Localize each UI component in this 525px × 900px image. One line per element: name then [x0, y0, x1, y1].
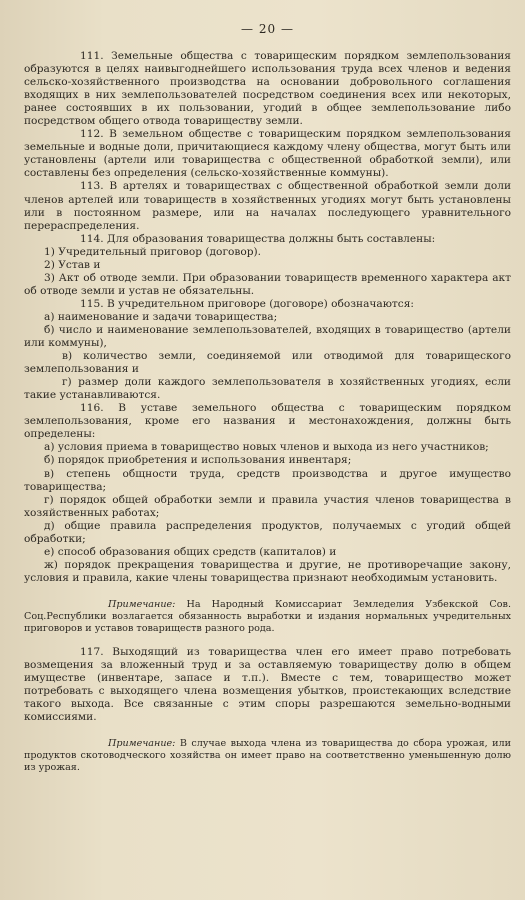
list-item: в) количество земли, соединяемой или отводимой для товарищеского землепользования и: [24, 350, 511, 376]
list-item: г) размер доли каждого землепользователя в хозяйственных угодиях, если такие устанавливаются.: [24, 376, 511, 402]
paragraph-111: 111. Земельные общества с товарищеским порядком землепользования образуются в целях наивыгоднейшего использования труда всех членов и ведения сельско-хозяйственного производства на основании добровольного соглашения входящих в них землепользователей посредством соединения всех или некоторых, ранее состоявших в их пользовании, угодий в общее землепользование либо посредством общего отвода товариществу земли.: [24, 50, 511, 128]
page-number: — 20 —: [241, 22, 294, 36]
list-item: е) способ образования общих средств (капиталов) и: [44, 545, 337, 558]
list-item: 1) Учредительный приговор (договор).: [44, 245, 261, 258]
list-item: 3) Акт об отводе земли. При образовании товариществ временного характера акт об отводе земли и устав не обязательны.: [24, 271, 511, 297]
list-item: б) число и наименование землепользователей, входящих в товарищество (артели или коммуны),: [24, 323, 511, 350]
note-1: [24, 599, 511, 636]
list-item: г) порядок общей обработки земли и правила участия членов товарищества в хозяйственных работах;: [24, 493, 511, 519]
list-item: д) общие правила распределения продуктов, получаемых с угодий общей обработки;: [24, 519, 511, 545]
note-text: На Народный Комиссариат Земледелия Узбекской Сов. Соц.Республики возлагается обязанность выработки и издания нормальных учредительных приговоров и уставов товариществ разного рода.: [24, 598, 511, 635]
paragraph-115: 115. В учредительном приговоре (договоре) обозначаются:: [80, 297, 414, 310]
note-label: Примечание:: [108, 737, 176, 749]
note-label: Примечание:: [108, 598, 176, 610]
paragraph-112: 112. В земельном обществе с товарищеским порядком землепользования земельные и водные доли, причитающиеся каждому члену общества, могут быть или установлены (артели или товарищества с общественной обработкой земли), или составлены без определения (сельско-хозяйственные коммуны).: [24, 128, 511, 180]
list-item: ж) порядок прекращения товарищества и другие, не противоречащие закону, условия и правила, какие члены товарищества признают необходимым установить.: [24, 558, 511, 584]
paragraph-113: 113. В артелях и товариществах с общественной обработкой земли доли членов артелей или товариществ в хозяйственных угодиях могут быть установлены или в постоянном размере, или на началах последующего уравнительного перераспределения.: [24, 180, 511, 232]
list-item: а) наименование и задачи товарищества;: [44, 310, 278, 323]
list-item: в) степень общности труда, средств производства и другое имущество товарищества;: [24, 467, 511, 493]
note-text: В случае выхода члена из товарищества до сбора урожая, или продуктов скотоводческого хозяйства он имеет право на соответственно уменьшенную долю из урожая.: [24, 737, 511, 774]
paragraph-116: 116. В уставе земельного общества с товарищеским порядком землепользования, кроме его названия и местонахождения, должны быть определены:: [24, 402, 511, 441]
list-item: 2) Устав и: [44, 258, 101, 271]
list-item: б) порядок приобретения и использования инвентаря;: [44, 454, 352, 467]
note-2: [24, 738, 511, 775]
body-text: [24, 50, 511, 774]
paragraph-117: 117. Выходящий из товарищества член его имеет право потребовать возмещения за вложенный труд и за оставляемую товариществу долю в общем имуществе (инвентаре, запасе и т.п.). Вместе с тем, товарищество может потребовать с выходящего члена возмещения убытков, проистекающих вследствие такого выхода. Все связанные с этим споры разрешаются земельно-водными комиссиями.: [24, 645, 511, 723]
list-item: а) условия приема в товарищество новых членов и выхода из него участников;: [44, 441, 489, 454]
paragraph-114: 114. Для образования товарищества должны быть составлены:: [80, 232, 436, 245]
